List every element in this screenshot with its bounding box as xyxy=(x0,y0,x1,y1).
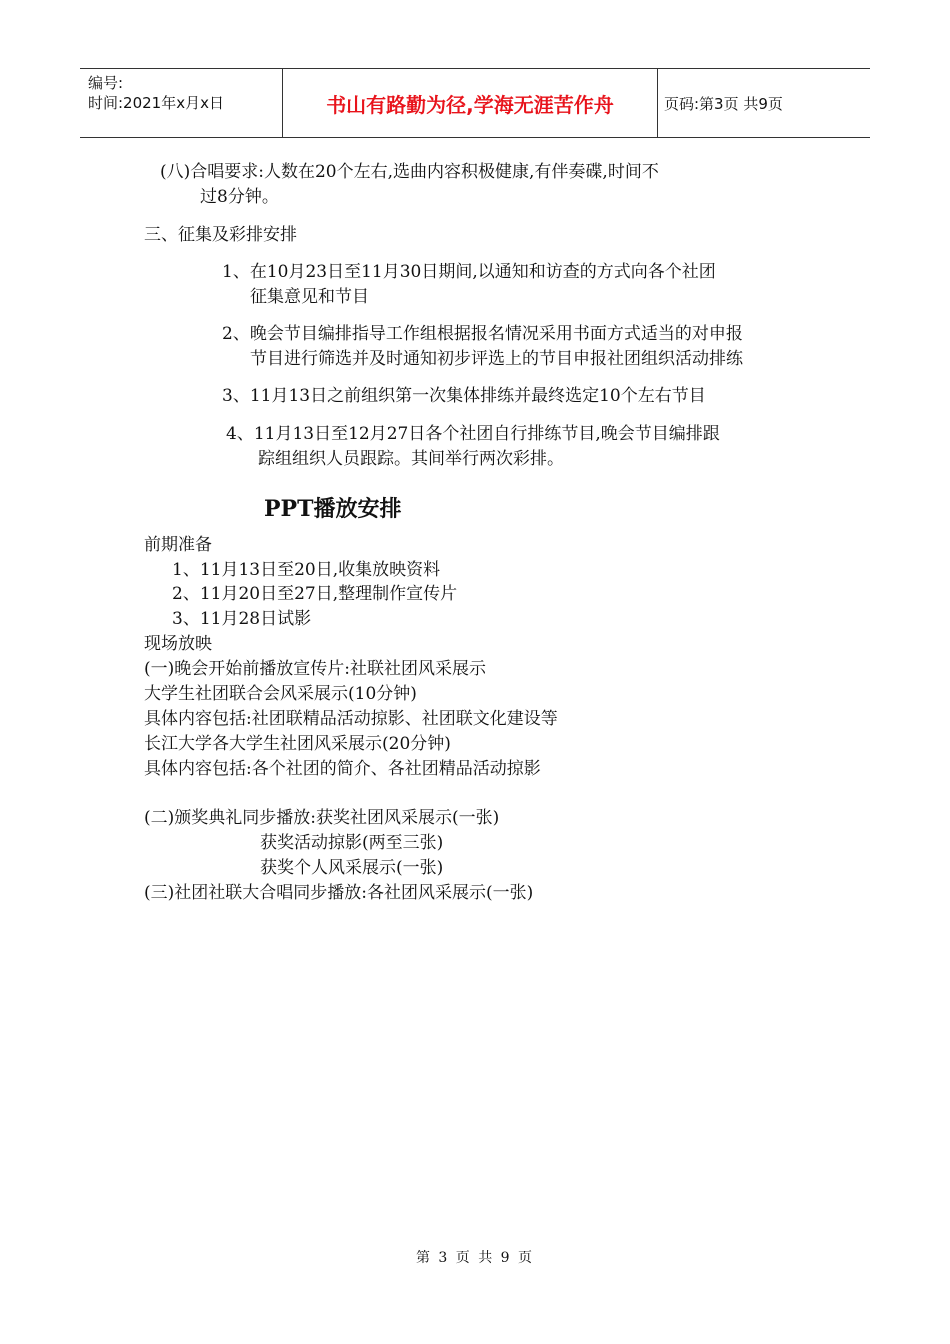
award-line-3: 获奖个人风采展示(一张) xyxy=(260,858,444,878)
award-line-4: (三)社团社联大合唱同步播放:各社团风采展示(一张) xyxy=(144,883,534,903)
ppt-title: PPT播放安排 xyxy=(264,496,402,522)
section-three-item2-line1: 2、晚会节目编排指导工作组根据报名情况采用书面方式适当的对申报 xyxy=(222,324,743,344)
section-eight-line2: 过8分钟。 xyxy=(200,187,279,207)
time-label: 时间:2021年x月x日 xyxy=(88,94,224,112)
section-eight-line1: (八)合唱要求:人数在20个左右,选曲内容积极健康,有伴奏碟,时间不 xyxy=(160,162,659,182)
prep-item-3: 3、11月28日试影 xyxy=(172,609,312,629)
live-heading: 现场放映 xyxy=(144,634,212,654)
section-three-item2-line2: 节目进行筛选并及时通知初步评选上的节目申报社团组织活动排练 xyxy=(250,349,743,369)
section-three-item4-line2: 踪组组织人员跟踪。其间举行两次彩排。 xyxy=(258,449,564,469)
live-line-3: 具体内容包括:社团联精品活动掠影、社团联文化建设等 xyxy=(144,709,558,729)
page-footer: 第 3 页 共 9 页 xyxy=(415,1250,535,1266)
section-three-item4-line1: 4、11月13日至12月27日各个社团自行排练节目,晚会节目编排跟 xyxy=(226,424,720,444)
live-line-5: 具体内容包括:各个社团的简介、各社团精品活动掠影 xyxy=(144,759,541,779)
header-table xyxy=(80,68,870,138)
prep-item-1: 1、11月13日至20日,收集放映资料 xyxy=(172,560,441,580)
section-three-item1-line1: 1、在10月23日至11月30日期间,以通知和访查的方式向各个社团 xyxy=(222,262,716,282)
award-line-2: 获奖活动掠影(两至三张) xyxy=(260,833,444,853)
live-line-4: 长江大学各大学生社团风采展示(20分钟) xyxy=(144,734,451,754)
prep-heading: 前期准备 xyxy=(144,535,212,555)
live-line-2: 大学生社团联合会风采展示(10分钟) xyxy=(144,684,417,704)
number-label: 编号: xyxy=(88,74,124,92)
section-three-item3-line1: 3、11月13日之前组织第一次集体排练并最终选定10个左右节目 xyxy=(222,386,706,406)
section-three-heading: 三、征集及彩排安排 xyxy=(144,225,297,245)
live-line-1: (一)晚会开始前播放宣传片:社联社团风采展示 xyxy=(144,659,486,679)
award-line-1: (二)颁奖典礼同步播放:获奖社团风采展示(一张) xyxy=(144,808,500,828)
prep-item-2: 2、11月20日至27日,整理制作宣传片 xyxy=(172,584,458,604)
header-motto: 书山有路勤为径,学海无涯苦作舟 xyxy=(282,69,658,137)
section-three-item1-line2: 征集意见和节目 xyxy=(250,287,369,307)
header-meta xyxy=(80,69,282,137)
header-page-info: 页码:第3页 共9页 xyxy=(664,94,783,113)
